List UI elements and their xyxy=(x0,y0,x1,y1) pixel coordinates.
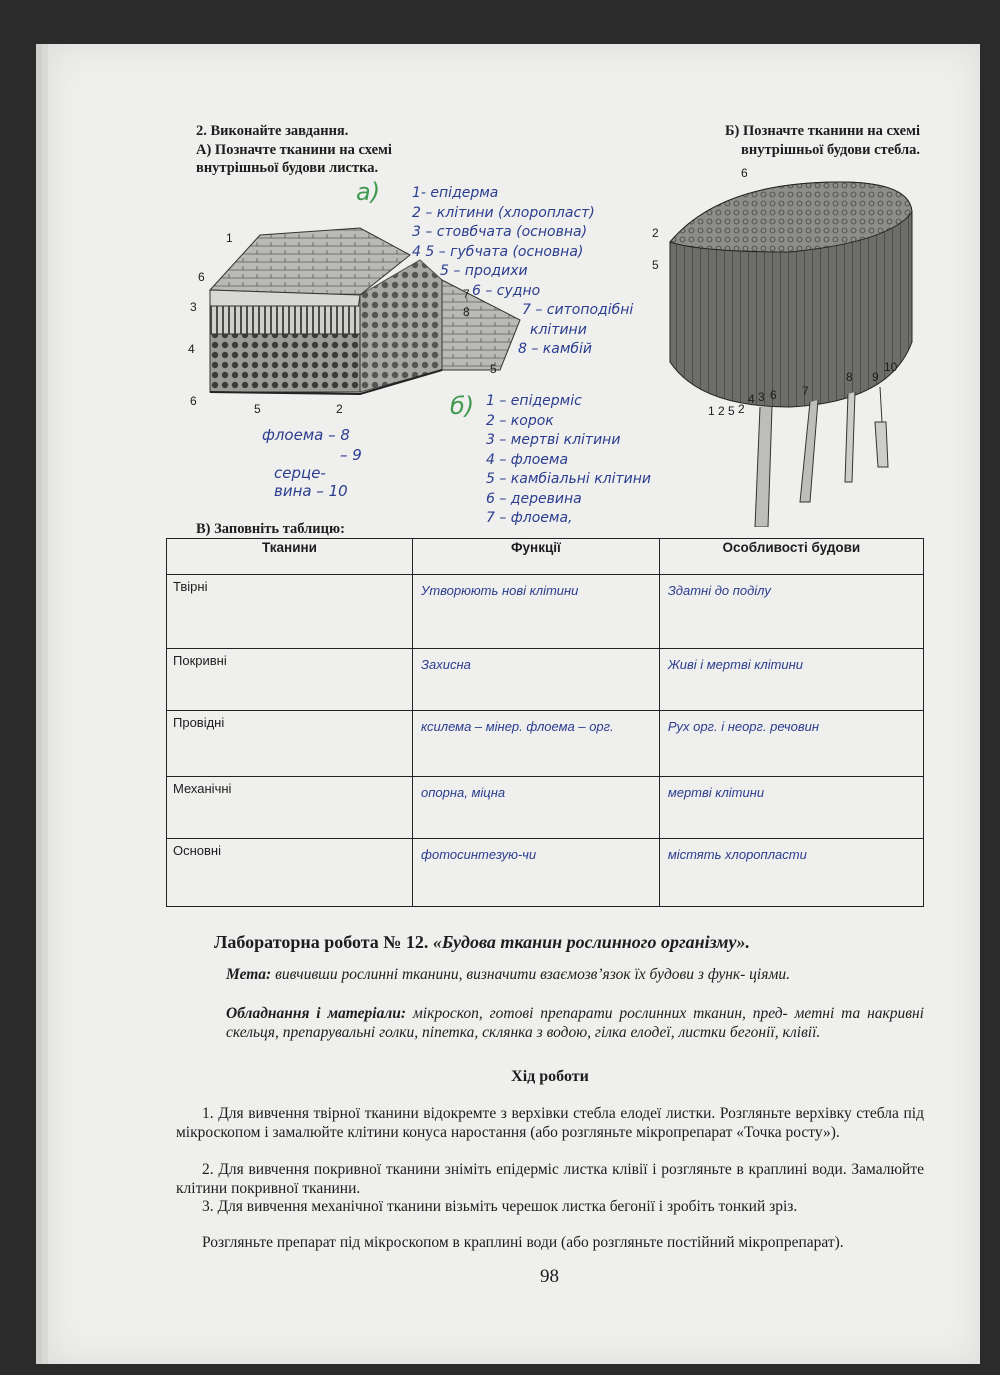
leaf-label: 6 xyxy=(190,394,197,408)
tissue-name: Основні xyxy=(167,839,413,907)
tissue-function: Утворюють нові клітини xyxy=(413,575,660,649)
hand-b-line: 2 – корок xyxy=(486,412,554,429)
stem-label: 2 xyxy=(738,402,745,416)
leaf-label: 5 xyxy=(490,362,497,376)
leaf-label: 5 xyxy=(254,402,261,416)
leaf-label: 4 xyxy=(188,342,195,356)
task-b-line2: внутрішньої будови стебла. xyxy=(741,142,920,158)
tissue-function: ксилема – мінер. флоема – орг. xyxy=(413,711,660,777)
tissue-structure: Здатні до поділу xyxy=(659,575,923,649)
stem-label: 6 xyxy=(741,166,748,180)
hand-a-line: 1- епідерма xyxy=(412,185,499,201)
lab-step-2: 2. Для вивчення покривної тканини зніміть епідерміс листка клівії і розгляньте в краплині води. Замалюйте клітини покривної тканини. xyxy=(176,1161,924,1197)
leaf-label: 6 xyxy=(198,270,205,284)
stem-label: 5 xyxy=(652,258,659,272)
tissues-table xyxy=(166,538,924,907)
hand-a-line: 7 – ситоподібні xyxy=(522,302,634,318)
handwritten-marker-b: б) xyxy=(450,392,475,420)
page-number: 98 xyxy=(540,1266,559,1287)
stem-label: 5 xyxy=(728,404,735,418)
table-row xyxy=(167,839,924,907)
hand-left-line: – 9 xyxy=(340,446,362,464)
tissue-structure: містять хлоропласти xyxy=(659,839,923,907)
table-row xyxy=(167,575,924,649)
stem-label: 8 xyxy=(846,370,853,384)
hand-b-line: 5 – камбіальні клітини xyxy=(486,471,651,487)
lab-equipment xyxy=(226,1004,924,1042)
hand-a-line: 3 – стовбчата (основна) xyxy=(412,224,588,240)
stem-label: 10 xyxy=(884,360,898,374)
goal-label: Мета: xyxy=(226,966,272,983)
tissue-structure: мертві клітини xyxy=(659,777,923,839)
tissue-function: фотосинтезую-чи xyxy=(413,839,660,907)
task-a-line2: внутрішньої будови листка. xyxy=(196,160,379,176)
tissue-name: Покривні xyxy=(167,649,413,711)
stem-label: 1 xyxy=(708,404,715,418)
stem-label: 2 xyxy=(718,404,725,418)
hand-left-line: серце- xyxy=(274,464,326,482)
stem-label: 6 xyxy=(770,388,777,402)
task-title: 2. Виконайте завдання. xyxy=(196,123,349,139)
table-header-row xyxy=(167,539,924,575)
equip-text: мікроскоп, готові препарати рослинних тканин, пред- метні та накривні скельця, препарувальні голки, піпетка, склянка з водою, гілка елодеї, листки бегонії, клівії. xyxy=(226,1005,924,1041)
task-b-line1: Б) Позначте тканини на схемі xyxy=(724,123,920,139)
goal-text: вивчивши рослинні тканини, визначити взаємозв’язок їх будови з функ- ціями. xyxy=(271,966,790,983)
hand-a-line: 2 – клітини (хлоропласт) xyxy=(412,204,595,221)
stem-label: 7 xyxy=(802,384,809,398)
lab-step-3: 3. Для вивчення механічної тканини візьміть черешок листка бегонії і зробіть тонкий зріз. xyxy=(202,1198,798,1215)
hand-left-line: флоема – 8 xyxy=(262,426,350,444)
hand-a-line: 5 – продихи xyxy=(440,263,528,279)
lab-step-1: 1. Для вивчення твірної тканини відокремте з верхівки стебла елодеї листки. Розгляньте верхівку стебла під мікроскопом і замалюйте клітини конуса наростання (або розгляньте мікропрепарат «Точка росту»). xyxy=(176,1105,924,1141)
hand-b-line: 6 – деревина xyxy=(486,490,582,507)
tissue-structure: Рух орг. і неорг. речовин xyxy=(659,711,923,777)
leaf-label: 8 xyxy=(463,305,470,319)
table-caption: В) Заповніть таблицю: xyxy=(196,521,345,537)
progress-title: Хід роботи xyxy=(511,1068,589,1085)
col-header: Функції xyxy=(413,539,660,575)
lab-title-italic: «Будова тканин рослинного організму». xyxy=(432,932,750,952)
hand-a-line: 6 – судно xyxy=(472,282,541,299)
handwritten-marker-a: а) xyxy=(356,178,381,206)
stem-label: 4 xyxy=(748,392,755,406)
leaf-label: 7 xyxy=(463,287,470,301)
hand-a-line: клітини xyxy=(530,321,587,338)
hand-b-line: 3 – мертві клітини xyxy=(486,432,621,448)
stem-label: 3 xyxy=(758,390,765,404)
lab-step-4: Розгляньте препарат під мікроскопом в краплині води (або розгляньте постійний мікропрепарат). xyxy=(202,1234,844,1251)
tissue-name: Твірні xyxy=(167,575,413,649)
lab-title-plain: Лабораторна робота № 12. xyxy=(214,932,433,952)
hand-b-line: 7 – флоема, xyxy=(486,510,573,526)
table-row xyxy=(167,649,924,711)
tissue-name: Провідні xyxy=(167,711,413,777)
hand-a-line: 4 5 – губчата (основна) xyxy=(412,243,584,260)
table-row xyxy=(167,711,924,777)
col-header: Особливості будови xyxy=(659,539,923,575)
task-a-line1: А) Позначте тканини на схемі xyxy=(196,142,392,158)
stem-label: 9 xyxy=(872,370,879,384)
tissue-name: Механічні xyxy=(167,777,413,839)
equip-label: Обладнання і матеріали: xyxy=(226,1005,407,1022)
hand-b-line: 4 – флоема xyxy=(486,451,569,468)
stem-structure-diagram xyxy=(660,172,920,527)
lab-goal xyxy=(226,965,924,984)
hand-left-line: вина – 10 xyxy=(274,482,348,500)
col-header: Тканини xyxy=(167,539,413,575)
stem-label: 2 xyxy=(652,226,659,240)
tissue-function: Захисна xyxy=(413,649,660,711)
table-row xyxy=(167,777,924,839)
hand-b-line: 1 – епідерміс xyxy=(486,393,582,409)
tissue-function: опорна, міцна xyxy=(413,777,660,839)
leaf-label: 3 xyxy=(190,300,197,314)
tissue-structure: Живі і мертві клітини xyxy=(659,649,923,711)
leaf-label: 1 xyxy=(226,231,233,245)
handwritten-notes-b xyxy=(486,392,651,529)
leaf-label: 2 xyxy=(336,402,343,416)
lab-title xyxy=(214,932,750,953)
handwritten-notes-a xyxy=(412,184,633,360)
hand-a-line: 8 – камбій xyxy=(518,341,593,357)
